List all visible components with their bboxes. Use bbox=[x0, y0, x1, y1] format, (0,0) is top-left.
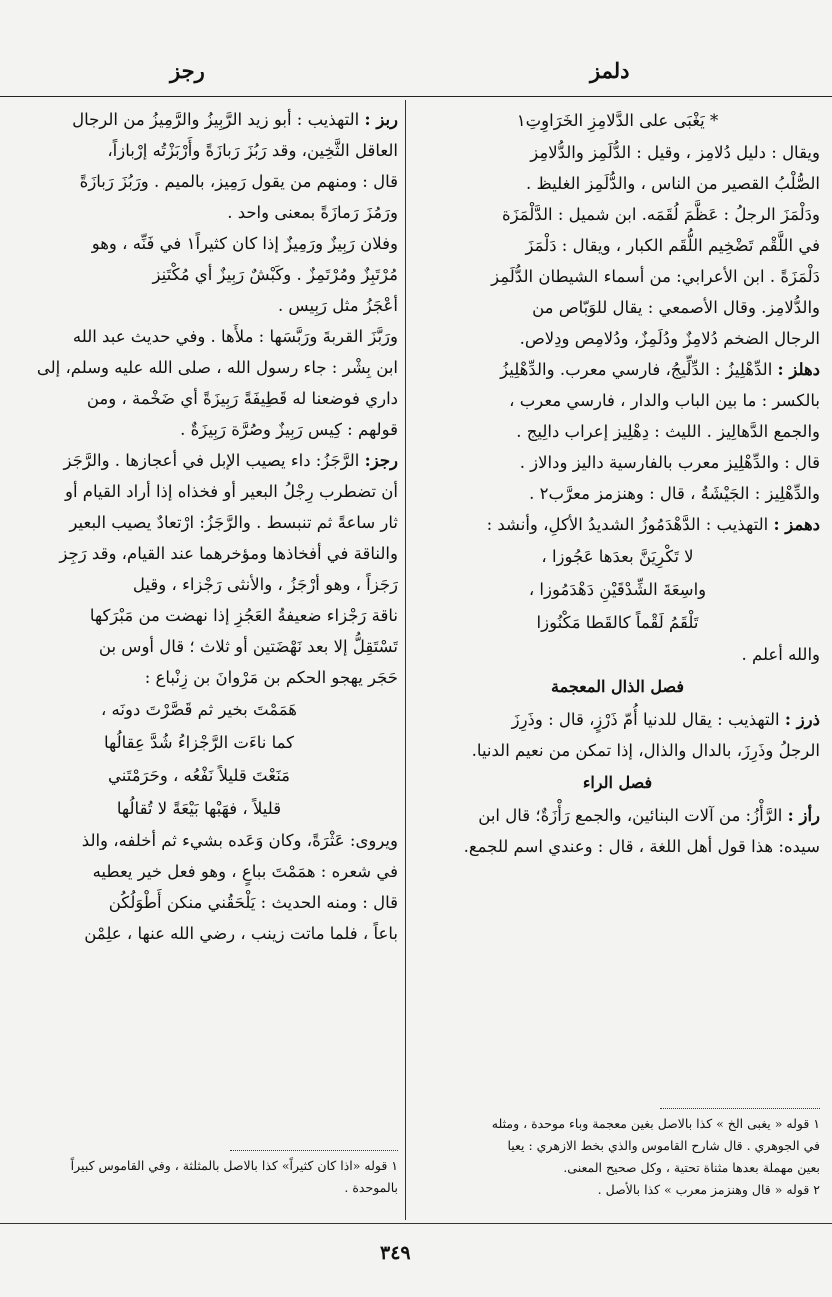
text-line: والله أعلم . bbox=[741, 645, 820, 664]
footnote-line: ١ قوله « يغبى الخ » كذا بالاصل بغين معجمة وباء موحدة ، ومثله bbox=[491, 1116, 820, 1131]
left-footnotes bbox=[0, 1155, 398, 1199]
text-line: وفلان رَبِيزٌ ورَمِيزٌ إذا كان كثيراً١ في فَنِّه ، وهو bbox=[91, 234, 398, 253]
text-line: الرَّأْزُ: من آلات البنائين، والجمع رَأْزَةٌ؛ قال ابن bbox=[478, 806, 783, 825]
text-line: قال : والدِّهْلِيز معرب بالفارسية داليز ودالاز . bbox=[519, 453, 820, 472]
text-line: الصُّلْبُ القصير من الناس ، والدُّلَمِز الغليظ . bbox=[526, 174, 820, 193]
verse-line: * يَغْبَى على الدَّلامِزِ الخَرَاوِتِ١ bbox=[516, 111, 719, 130]
entry-headword: رجز: bbox=[364, 451, 398, 470]
running-header-right: دلمز bbox=[590, 58, 630, 83]
verse-line: قليلاً ، فهَبْها بَيْعَةً لا تُقالُها bbox=[116, 799, 282, 818]
footnote-line: بالموحدة . bbox=[344, 1180, 398, 1195]
entry-dharz bbox=[415, 704, 820, 735]
footnote-line: بعين مهملة بعدها مثناة تحتية ، وكل صحيح المعنى. bbox=[563, 1160, 820, 1175]
entry-headword: ربز : bbox=[364, 110, 398, 129]
text-line: التهذيب : يقال للدنيا أُمّ ذَرْزٍ، قال : وذَرِزَ bbox=[511, 710, 780, 729]
text-line: العاقل الثَّخِين، وقد رَبُزَ رَبازَةً وأَرْبَزْتُه إرْبازاً، bbox=[107, 141, 398, 160]
left-column bbox=[0, 104, 398, 949]
text-line: قال : ومنهم من يقول رَمِيز، بالميم . ورَبُزَ رَبازَةً bbox=[79, 172, 398, 191]
text-line: بالكسر : ما بين الباب والدار ، فارسي معرب ، bbox=[509, 391, 820, 410]
entry-headword: دهمز : bbox=[773, 515, 820, 534]
section-heading: فصل الراء bbox=[582, 773, 653, 792]
text-line: داري فوضعنا له قَطِيفَةً رَبِيزَةً أي ضَخْمة ، ومن bbox=[86, 389, 398, 408]
footer-rule bbox=[0, 1223, 832, 1224]
verse-line: كما ناءَت الرَّجْزاءُ شُدَّ عِقالُها bbox=[103, 733, 295, 752]
text-line: والناقة في أفخاذها ومؤخرهما عند القيام، وقد رَجِز bbox=[59, 544, 398, 563]
text-line: التهذيب : أبو زيد الرَّبِيزُ والرَّمِيزُ من الرجال bbox=[72, 110, 360, 129]
text-line: ورَمُزَ رَمازَةً بمعنى واحد . bbox=[227, 203, 398, 222]
text-line: قولهم : كِيس رَبِيزٌ وصُرَّة رَبِيزَةٌ . bbox=[180, 420, 398, 439]
text-line: باعاً ، فلما ماتت زينب ، رضي الله عنها ، علِمْن bbox=[84, 924, 398, 943]
section-heading: فصل الذال المعجمة bbox=[550, 677, 684, 696]
entry-headword: رأز : bbox=[787, 806, 820, 825]
text-line: تَسْتَقِلُّ إلا بعد نَهْضَتين أو ثلاث ؛ قال أوس بن bbox=[98, 637, 398, 656]
text-line: دَلْمَزَةً . ابن الأعرابي: من أسماء الشيطان الدُّلَمِز bbox=[491, 267, 820, 286]
text-line: التهذيب : الدَّهْدَمُوزُ الشديدُ الأكلِ، وأنشد : bbox=[486, 515, 769, 534]
text-line: ثار ساعةً ثم تنبسط . والرَّجَزُ: ارْتعادٌ يصيب البعير bbox=[69, 513, 398, 532]
text-line: في شعره : همَمْتَ بباعٍ ، وهو فعل خير يعطيه bbox=[92, 862, 398, 881]
footnote-line: ٢ قوله « قال وهنزمز معرب » كذا بالأصل . bbox=[597, 1182, 820, 1197]
entry-rabaz bbox=[0, 104, 398, 135]
text-line: ناقة رَجْزاء ضعيفةُ العَجُزِ إذا نهضت من مَبْرَكها bbox=[89, 606, 398, 625]
verse-line: مَنَعْتَ قليلاً نَفْعُه ، وحَرَمْتَني bbox=[107, 766, 291, 785]
text-line: والدُّلامِز. وقال الأصمعي : يقال للوَبّاص من bbox=[532, 298, 820, 317]
verse-line: تَلْقَمُ لَقْماً كالقَطا مَكْنُوزا bbox=[536, 613, 699, 632]
text-line: قال : ومنه الحديث : يَلْحَقُني منكن أَطْوَلُكُن bbox=[108, 893, 398, 912]
text-line: مُرْتَبِزٌ ومُرْتَمِزٌ . وكَبْشٌ رَبِيزٌ أي مُكْتَنِز bbox=[152, 265, 398, 284]
text-line: الرجال الضخم دُلامِزٌ ودُلَمِزٌ، ودُلامِص ودِلاص. bbox=[519, 329, 820, 348]
text-line: أعْجَزُ مثل رَبِيس . bbox=[277, 296, 398, 315]
text-line: ورَبَّزَ القربةَ ورَبَّسَها : ملأَها . وفي حديث عبد الله bbox=[72, 327, 398, 346]
column-divider bbox=[405, 100, 406, 1220]
text-line: أن تضطرب رِجْلُ البعير أو فخذاه إذا أراد القيام أو bbox=[65, 482, 398, 501]
entry-raaz bbox=[415, 800, 820, 831]
right-footnotes bbox=[415, 1113, 820, 1201]
text-line: حَجَر يهجو الحكم بن مَرْوانَ بن زِنْباع : bbox=[144, 668, 398, 687]
running-header-left: رجز bbox=[170, 58, 205, 83]
text-line: في اللَّقْم تَضْخِيم اللُّقَم الكبار ، ويقال : دَلْمَزَ bbox=[525, 236, 820, 255]
verse-line: هَمَمْتَ بخير ثم قَصَّرْتَ دونَه ، bbox=[100, 700, 298, 719]
text-line: والدِّهْلِيز : الجَيْشَةُ ، قال : وهنزمز معرَّب٢ . bbox=[529, 484, 820, 503]
page-number: ٣٤٩ bbox=[380, 1242, 411, 1264]
entry-headword: ذرز : bbox=[784, 710, 820, 729]
text-line: الرجلُ وذَرِزَ، بالدال والذال، إذا تمكن من نعيم الدنيا. bbox=[471, 741, 820, 760]
entry-headword: دهلز : bbox=[777, 360, 820, 379]
text-line: الرَّجَزُ: داء يصيب الإبل في أعجازها . والرَّجَز bbox=[63, 451, 360, 470]
footnote-rule bbox=[660, 1108, 820, 1109]
right-column bbox=[415, 104, 820, 862]
text-line: ودَلْمَزَ الرجلُ : عَظَّمَ لُقَمَه. ابن شميل : الدَّلْمَزَة bbox=[501, 205, 820, 224]
footnote-line: في الجوهري . قال شارح القاموس والذي بخط الازهري : يعيا bbox=[507, 1138, 820, 1153]
entry-dahmaz bbox=[415, 509, 820, 540]
verse-line: واسِعَةَ الشِّدْقَيْنِ دَهْدَمُوزا ، bbox=[528, 580, 707, 599]
text-line: الدِّهْلِيزُ : الدِّلِّيجُ، فارسي معرب. والدِّهْلِيزُ bbox=[500, 360, 773, 379]
header-rule bbox=[0, 96, 832, 97]
entry-dahlaz bbox=[415, 354, 820, 385]
text-line: ويروى: عَثْرَةً، وكان وَعَده بشيء ثم أخلفه، والذ bbox=[81, 831, 398, 850]
text-line: ابن بِشْر : جاء رسول الله ، صلى الله عليه وسلم، إلى bbox=[36, 358, 398, 377]
footnote-rule bbox=[230, 1150, 398, 1151]
text-line: سيده: هذا قول أهل اللغة ، قال : وعندي اسم للجمع. bbox=[463, 837, 820, 856]
footnote-line: ١ قوله «اذا كان كثيراً» كذا بالاصل بالمثلثة ، وفي القاموس كبيراً bbox=[70, 1158, 398, 1173]
text-line: رَجَزاً ، وهو أرْجَزُ ، والأنثى رَجْزاء ، وقيل bbox=[132, 575, 398, 594]
entry-rajaz bbox=[0, 445, 398, 476]
verse-line: لا تَكْرِيَنَّ بعدَها عَجُوزا ، bbox=[541, 547, 694, 566]
text-line: ويقال : دليل دُلامِز ، وقيل : الدُّلَمِز والدُّلامِز bbox=[530, 143, 820, 162]
text-line: والجمع الدَّهالِيز . الليث : دِهْلِيز إعراب دالِيج . bbox=[516, 422, 820, 441]
